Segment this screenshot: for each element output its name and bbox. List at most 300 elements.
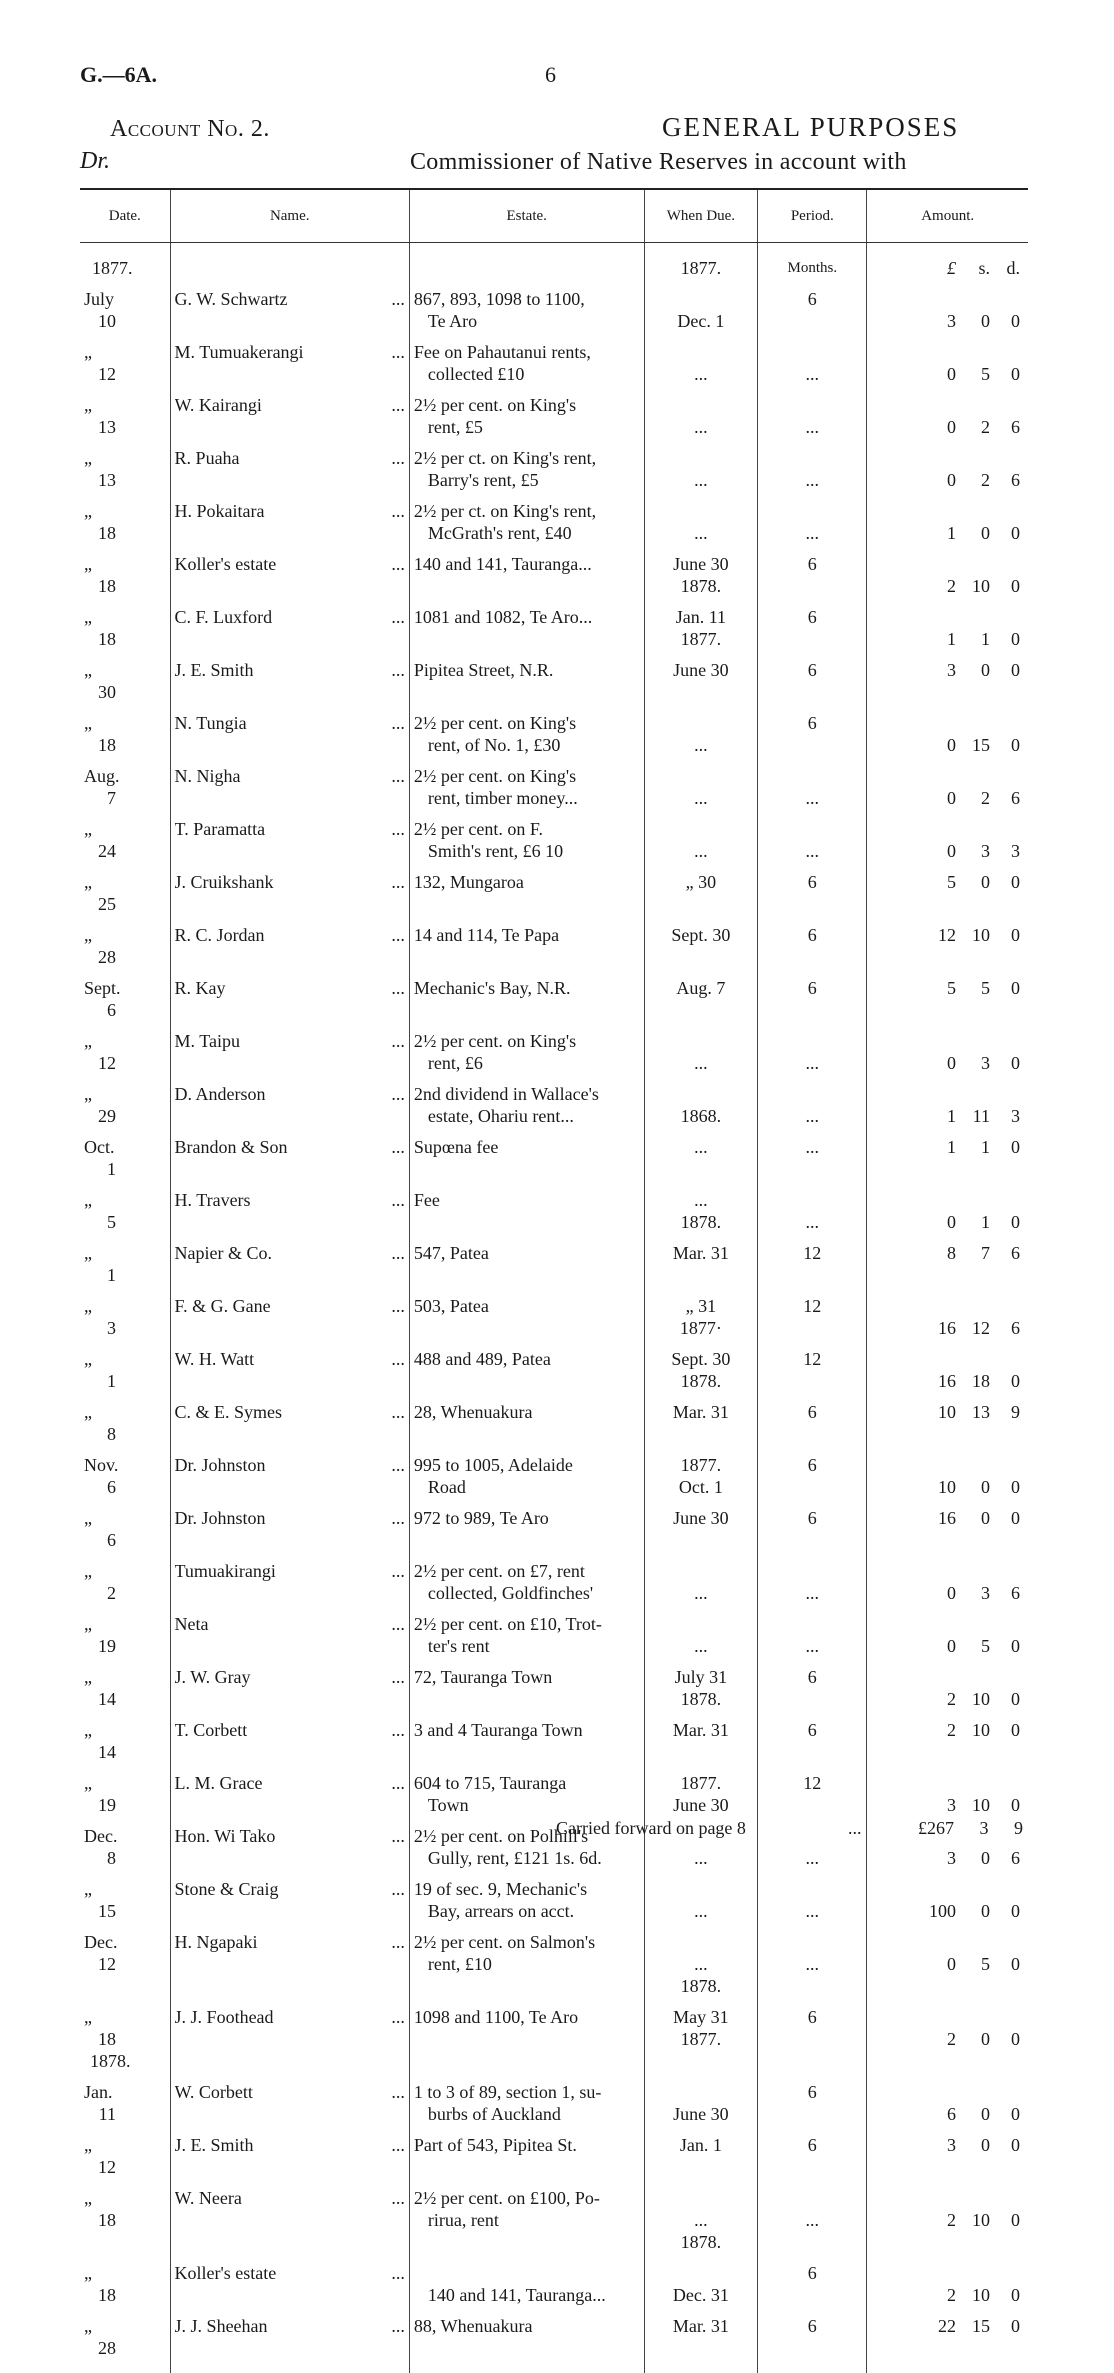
estate-line: 2½ per cent. on £10, Trot- (414, 1613, 640, 1635)
amount-shillings: 0 (956, 2103, 990, 2125)
amount-pence: 0 (990, 2284, 1024, 2306)
amount-pence: 0 (990, 310, 1024, 332)
amount-pence: 0 (990, 1052, 1024, 1074)
entry-name-cell (170, 1345, 409, 1398)
amount-shillings: 10 (956, 2209, 990, 2231)
entry-period: 6 (758, 656, 867, 709)
amount-pounds: 0 (910, 1635, 956, 1657)
estate-line: Town (414, 1794, 640, 1816)
amount-pounds: 2 (910, 2028, 956, 2050)
amount-pence: 0 (990, 924, 1024, 946)
entry-when-due (644, 1716, 758, 1769)
entry-when-due (644, 1239, 758, 1292)
pounds-unit: £ (910, 257, 956, 279)
due-line: Sept. 30 (649, 1348, 754, 1370)
entry-name-cell (170, 1928, 409, 2003)
entry-period: 6 (758, 285, 867, 338)
entry-amount (867, 1080, 1028, 1133)
estate-line: 547, Patea (414, 1242, 640, 1264)
leader-dots: ... (276, 1560, 405, 1582)
entry-date (80, 1557, 170, 1610)
due-line: Mar. 31 (649, 1242, 754, 1264)
amount-shillings: 2 (956, 469, 990, 491)
leader-dots: ... (240, 447, 405, 469)
entry-day: 5 (84, 1211, 116, 1233)
column-header-estate: Estate. (409, 189, 644, 243)
amount-shillings: 15 (956, 734, 990, 756)
entry-name-cell (170, 2078, 409, 2131)
due-line: Jan. 11 (649, 606, 754, 628)
entry-period: 6 (758, 1451, 867, 1504)
entry-amount (867, 2003, 1028, 2078)
entry-when-due (644, 1292, 758, 1345)
due-line: ... (649, 363, 754, 385)
entry-period: 12 (758, 1292, 867, 1345)
amount-pounds: 0 (910, 787, 956, 809)
entry-name: J. E. Smith (175, 2134, 254, 2156)
amount-pounds: 2 (910, 1719, 956, 1741)
amount-shillings: 10 (956, 1794, 990, 1816)
amount-pence: 0 (990, 522, 1024, 544)
leader-dots: ... (276, 553, 405, 575)
ledger-table (80, 188, 1028, 2373)
leader-dots: ... (288, 288, 405, 310)
entry-period: 6 (758, 2259, 867, 2312)
entry-name: W. H. Watt (175, 1348, 255, 1370)
entry-name-cell (170, 921, 409, 974)
entry-amount (867, 1504, 1028, 1557)
entry-name: D. Anderson (175, 1083, 266, 1105)
due-line: ... (649, 1136, 754, 1158)
amount-shillings: 1 (956, 628, 990, 650)
due-line: Mar. 31 (649, 1401, 754, 1423)
due-line (649, 341, 754, 363)
ledger-row (80, 1239, 1028, 1292)
amount-pounds: 1 (910, 1136, 956, 1158)
entry-day: 1 (84, 1370, 116, 1392)
ledger-row (80, 1822, 1028, 1875)
entry-period: ... (758, 1928, 867, 2003)
entry-month: „ (84, 447, 142, 469)
entry-when-due (644, 1928, 758, 2003)
estate-line: Fee on Pahautanui rents, (414, 341, 640, 363)
entry-day: 1 (84, 1264, 116, 1286)
entry-name: T. Paramatta (175, 818, 266, 840)
ledger-row (80, 2078, 1028, 2131)
ledger-row (80, 1080, 1028, 1133)
amount-pounds: 16 (910, 1317, 956, 1339)
ledger-row (80, 921, 1028, 974)
entry-date (80, 921, 170, 974)
column-header-when-due: When Due. (644, 189, 758, 243)
entry-name-cell (170, 709, 409, 762)
column-header-name: Name. (170, 189, 409, 243)
entry-when-due (644, 1080, 758, 1133)
entry-month: „ (84, 1507, 142, 1529)
due-line (649, 2262, 754, 2284)
entry-when-due (644, 444, 758, 497)
estate-line: 488 and 489, Patea (414, 1348, 640, 1370)
amount-shillings: 3 (956, 1052, 990, 1074)
ledger-row (80, 391, 1028, 444)
entry-date (80, 1239, 170, 1292)
due-line (649, 818, 754, 840)
entry-amount (867, 656, 1028, 709)
entry-name: N. Tungia (175, 712, 247, 734)
entry-name: J. E. Smith (175, 659, 254, 681)
entry-date (80, 2312, 170, 2373)
entry-amount (867, 2259, 1028, 2312)
entry-amount (867, 762, 1028, 815)
estate-line: 995 to 1005, Adelaide (414, 1454, 640, 1476)
carried-forward-label: Carried forward on page 8 (556, 1818, 746, 1839)
entry-name-cell (170, 550, 409, 603)
ledger-row (80, 2003, 1028, 2078)
amount-pence: 3 (990, 1105, 1024, 1127)
entry-day: 18 (84, 2284, 116, 2306)
entry-day: 13 (84, 416, 116, 438)
entry-period: 6 (758, 868, 867, 921)
entry-amount (867, 603, 1028, 656)
entry-period: ... (758, 444, 867, 497)
amount-shillings: 3 (956, 1582, 990, 1604)
entry-month: „ (84, 553, 142, 575)
leader-dots: ... (242, 2187, 405, 2209)
estate-line: 140 and 141, Tauranga... (414, 2284, 640, 2306)
entry-when-due (644, 497, 758, 550)
leader-dots: ... (247, 1719, 405, 1741)
amount-pence: 6 (990, 416, 1024, 438)
ledger-row (80, 1027, 1028, 1080)
estate-line: Road (414, 1476, 640, 1498)
due-line (649, 447, 754, 469)
entry-name: H. Pokaitara (175, 500, 265, 522)
leader-dots: ... (304, 341, 405, 363)
estate-line: 19 of sec. 9, Mechanic's (414, 1878, 640, 1900)
entry-date (80, 1292, 170, 1345)
due-line: June 30 (649, 659, 754, 681)
estate-line: rent, timber money... (414, 787, 640, 809)
estate-line: ter's rent (414, 1635, 640, 1657)
entry-when-due (644, 656, 758, 709)
amount-pounds: 0 (910, 416, 956, 438)
amount-pounds: 6 (910, 2103, 956, 2125)
entry-name-cell (170, 2184, 409, 2259)
estate-line: 28, Whenuakura (414, 1401, 640, 1423)
entry-period: ... (758, 1027, 867, 1080)
due-line (649, 1878, 754, 1900)
entry-day: 12 (84, 1052, 116, 1074)
entry-when-due (644, 815, 758, 868)
ledger-row (80, 1875, 1028, 1928)
entry-when-due (644, 603, 758, 656)
entry-month: „ (84, 1242, 142, 1264)
entry-amount (867, 1716, 1028, 1769)
entry-day: 18 (84, 628, 116, 650)
entry-period: ... (758, 1822, 867, 1875)
entry-date (80, 1398, 170, 1451)
due-line: Dec. 1 (649, 310, 754, 332)
leader-dots: ... (253, 2081, 405, 2103)
entry-period: 6 (758, 1398, 867, 1451)
amount-shillings: 10 (956, 2284, 990, 2306)
entry-estate (409, 1186, 644, 1239)
due-line: „ 31 (649, 1295, 754, 1317)
entry-name: Brandon & Son (175, 1136, 288, 1158)
entry-day: 12 (84, 363, 116, 385)
entry-when-due (644, 1875, 758, 1928)
entry-month: „ (84, 1401, 142, 1423)
entry-day: 8 (84, 1847, 116, 1869)
due-line: June 30 (649, 2103, 754, 2125)
estate-line: 2½ per cent. on F. (414, 818, 640, 840)
entry-name: W. Corbett (175, 2081, 253, 2103)
leader-dots: ... (282, 1401, 405, 1423)
entry-estate (409, 2312, 644, 2373)
estate-line: Gully, rent, £121 1s. 6d. (414, 1847, 640, 1869)
amount-shillings: 5 (956, 977, 990, 999)
estate-line: 2½ per ct. on King's rent, (414, 500, 640, 522)
due-line (649, 1030, 754, 1052)
entry-name-cell (170, 1133, 409, 1186)
ledger-row (80, 974, 1028, 1027)
entry-name-cell (170, 497, 409, 550)
entry-name: Dr. Johnston (175, 1454, 266, 1476)
entry-name-cell (170, 656, 409, 709)
due-line: ... (649, 1582, 754, 1604)
amount-pounds: 0 (910, 840, 956, 862)
amount-pence: 0 (990, 363, 1024, 385)
account-label: Account No. 2. (110, 116, 270, 143)
estate-line: Fee (414, 1189, 640, 1211)
entry-when-due (644, 2184, 758, 2259)
ledger-row (80, 1345, 1028, 1398)
entry-period: ... (758, 391, 867, 444)
amount-shillings: 1 (956, 1211, 990, 1233)
ledger-header-row (80, 189, 1028, 243)
entry-date (80, 1928, 170, 2003)
entry-estate (409, 2184, 644, 2259)
leader-dots: ... (265, 500, 405, 522)
estate-line: McGrath's rent, £40 (414, 522, 640, 544)
entry-day: 6 (84, 999, 116, 1021)
entry-when-due (644, 1504, 758, 1557)
amount-shillings: 0 (956, 1476, 990, 1498)
amount-pence: 0 (990, 734, 1024, 756)
estate-line: 88, Whenuakura (414, 2315, 640, 2337)
amount-pence: 6 (990, 469, 1024, 491)
amount-shillings: 5 (956, 363, 990, 385)
entry-day: 25 (84, 893, 116, 915)
entry-month: „ (84, 1666, 142, 1688)
due-line (649, 1931, 754, 1953)
estate-line: 2½ per cent. on King's (414, 765, 640, 787)
entry-amount (867, 497, 1028, 550)
entry-month: Dec. (84, 1931, 142, 1953)
entry-amount (867, 1292, 1028, 1345)
amount-shillings: 0 (956, 1900, 990, 1922)
due-line: 1878. (649, 1370, 754, 1392)
carried-forward-dots: ... (848, 1818, 862, 1839)
amount-pounds: 10 (910, 1401, 956, 1423)
entry-date (80, 1716, 170, 1769)
entry-name: Koller's estate (175, 2262, 277, 2284)
entry-month: Dec. (84, 1825, 142, 1847)
leader-dots: ... (266, 1083, 405, 1105)
entry-estate (409, 2003, 644, 2078)
amount-pounds: 5 (910, 977, 956, 999)
amount-pounds: 5 (910, 871, 956, 893)
estate-line: 867, 893, 1098 to 1100, (414, 288, 640, 310)
entry-name-cell (170, 1504, 409, 1557)
leader-dots: ... (279, 1878, 405, 1900)
leader-dots: ... (272, 1242, 405, 1264)
entry-estate (409, 1345, 644, 1398)
leader-dots: ... (268, 2315, 405, 2337)
due-line (649, 1083, 754, 1105)
leader-dots: ... (265, 924, 405, 946)
amount-shillings: 0 (956, 1507, 990, 1529)
estate-line: 72, Tauranga Town (414, 1666, 640, 1688)
amount-pence: 0 (990, 1900, 1024, 1922)
entry-month: „ (84, 659, 142, 681)
entry-name: F. & G. Gane (175, 1295, 271, 1317)
entry-name-cell (170, 2003, 409, 2078)
amount-pounds: 100 (910, 1900, 956, 1922)
entry-name-cell (170, 1080, 409, 1133)
entry-date (80, 762, 170, 815)
entry-estate (409, 1663, 644, 1716)
entry-name-cell (170, 1716, 409, 1769)
estate-line: 2½ per cent. on Salmon's (414, 1931, 640, 1953)
amount-shillings: 1 (956, 1136, 990, 1158)
entry-date (80, 391, 170, 444)
amount-pounds: 0 (910, 469, 956, 491)
entry-when-due (644, 2259, 758, 2312)
entry-date (80, 2131, 170, 2184)
entry-amount (867, 2131, 1028, 2184)
entry-date (80, 1504, 170, 1557)
leader-dots: ... (275, 1825, 405, 1847)
entry-amount (867, 1133, 1028, 1186)
amount-pence: 0 (990, 575, 1024, 597)
entry-period: 12 (758, 1769, 867, 1822)
due-line: 1878. (649, 1211, 754, 1233)
entry-day: 28 (84, 2337, 116, 2359)
entry-name-cell (170, 1239, 409, 1292)
entry-name-cell (170, 2312, 409, 2373)
amount-pence: 0 (990, 1476, 1024, 1498)
account-subtitle: Commissioner of Native Reserves in account with (410, 149, 907, 176)
entry-name: M. Taipu (175, 1030, 240, 1052)
amount-pounds: 2 (910, 575, 956, 597)
entry-amount (867, 1769, 1028, 1822)
entry-estate (409, 1133, 644, 1186)
entry-day: 18 (84, 734, 116, 756)
due-line: ... (649, 1189, 754, 1211)
amount-shillings: 0 (956, 310, 990, 332)
entry-period: ... (758, 1080, 867, 1133)
entry-name: R. C. Jordan (175, 924, 265, 946)
entry-name: Dr. Johnston (175, 1507, 266, 1529)
amount-pence: 0 (990, 2315, 1024, 2337)
entry-day: 6 (84, 1476, 116, 1498)
entry-month: „ (84, 712, 142, 734)
entry-period: 6 (758, 1716, 867, 1769)
amount-pounds: 1 (910, 522, 956, 544)
entry-estate (409, 974, 644, 1027)
entry-month: „ (84, 606, 142, 628)
ledger-row (80, 1769, 1028, 1822)
leader-dots: ... (262, 394, 405, 416)
due-line: ... (649, 1635, 754, 1657)
ledger-row (80, 1716, 1028, 1769)
entry-estate (409, 1557, 644, 1610)
amount-shillings: 0 (956, 1847, 990, 1869)
column-header-amount: Amount. (867, 189, 1028, 243)
entry-estate (409, 1716, 644, 1769)
entry-period: ... (758, 1557, 867, 1610)
leader-dots: ... (240, 1030, 405, 1052)
entry-name: R. Puaha (175, 447, 240, 469)
entry-period: 6 (758, 1504, 867, 1557)
due-line: Dec. 31 (649, 2284, 754, 2306)
entry-name: Tumuakirangi (175, 1560, 276, 1582)
entry-period: 6 (758, 550, 867, 603)
amount-shillings: 0 (956, 659, 990, 681)
entry-name-cell (170, 1027, 409, 1080)
leader-dots: ... (274, 871, 405, 893)
entry-estate (409, 603, 644, 656)
amount-pence: 9 (990, 1401, 1024, 1423)
amount-pounds: 16 (910, 1507, 956, 1529)
entry-date (80, 1875, 170, 1928)
ledger-row (80, 603, 1028, 656)
entry-period: ... (758, 1133, 867, 1186)
amount-pounds: 2 (910, 2209, 956, 2231)
entry-period: ... (758, 1186, 867, 1239)
amount-shillings: 2 (956, 787, 990, 809)
leader-dots: ... (241, 765, 405, 787)
entry-estate (409, 1504, 644, 1557)
entry-name: J. W. Gray (175, 1666, 251, 1688)
entry-date (80, 868, 170, 921)
due-line: 1877· (649, 1317, 754, 1339)
ledger-row (80, 2131, 1028, 2184)
entry-amount (867, 2312, 1028, 2373)
entry-month: „ (84, 1348, 142, 1370)
due-line (649, 765, 754, 787)
due-line: 1868. (649, 1105, 754, 1127)
entry-name: L. M. Grace (175, 1772, 263, 1794)
entry-name-cell (170, 1610, 409, 1663)
entry-day: 15 (84, 1900, 116, 1922)
entry-day: 1 (84, 1158, 116, 1180)
entry-period: ... (758, 762, 867, 815)
leader-dots: ... (254, 659, 405, 681)
due-line (649, 394, 754, 416)
amount-pounds: 3 (910, 2134, 956, 2156)
leader-dots: ... (276, 2262, 405, 2284)
entry-name-cell (170, 338, 409, 391)
amount-shillings: 0 (956, 2028, 990, 2050)
entry-name-cell (170, 974, 409, 1027)
entry-amount (867, 550, 1028, 603)
entry-date (80, 444, 170, 497)
entry-period: 6 (758, 2003, 867, 2078)
amount-pence: 0 (990, 1136, 1024, 1158)
entry-period: 6 (758, 2131, 867, 2184)
